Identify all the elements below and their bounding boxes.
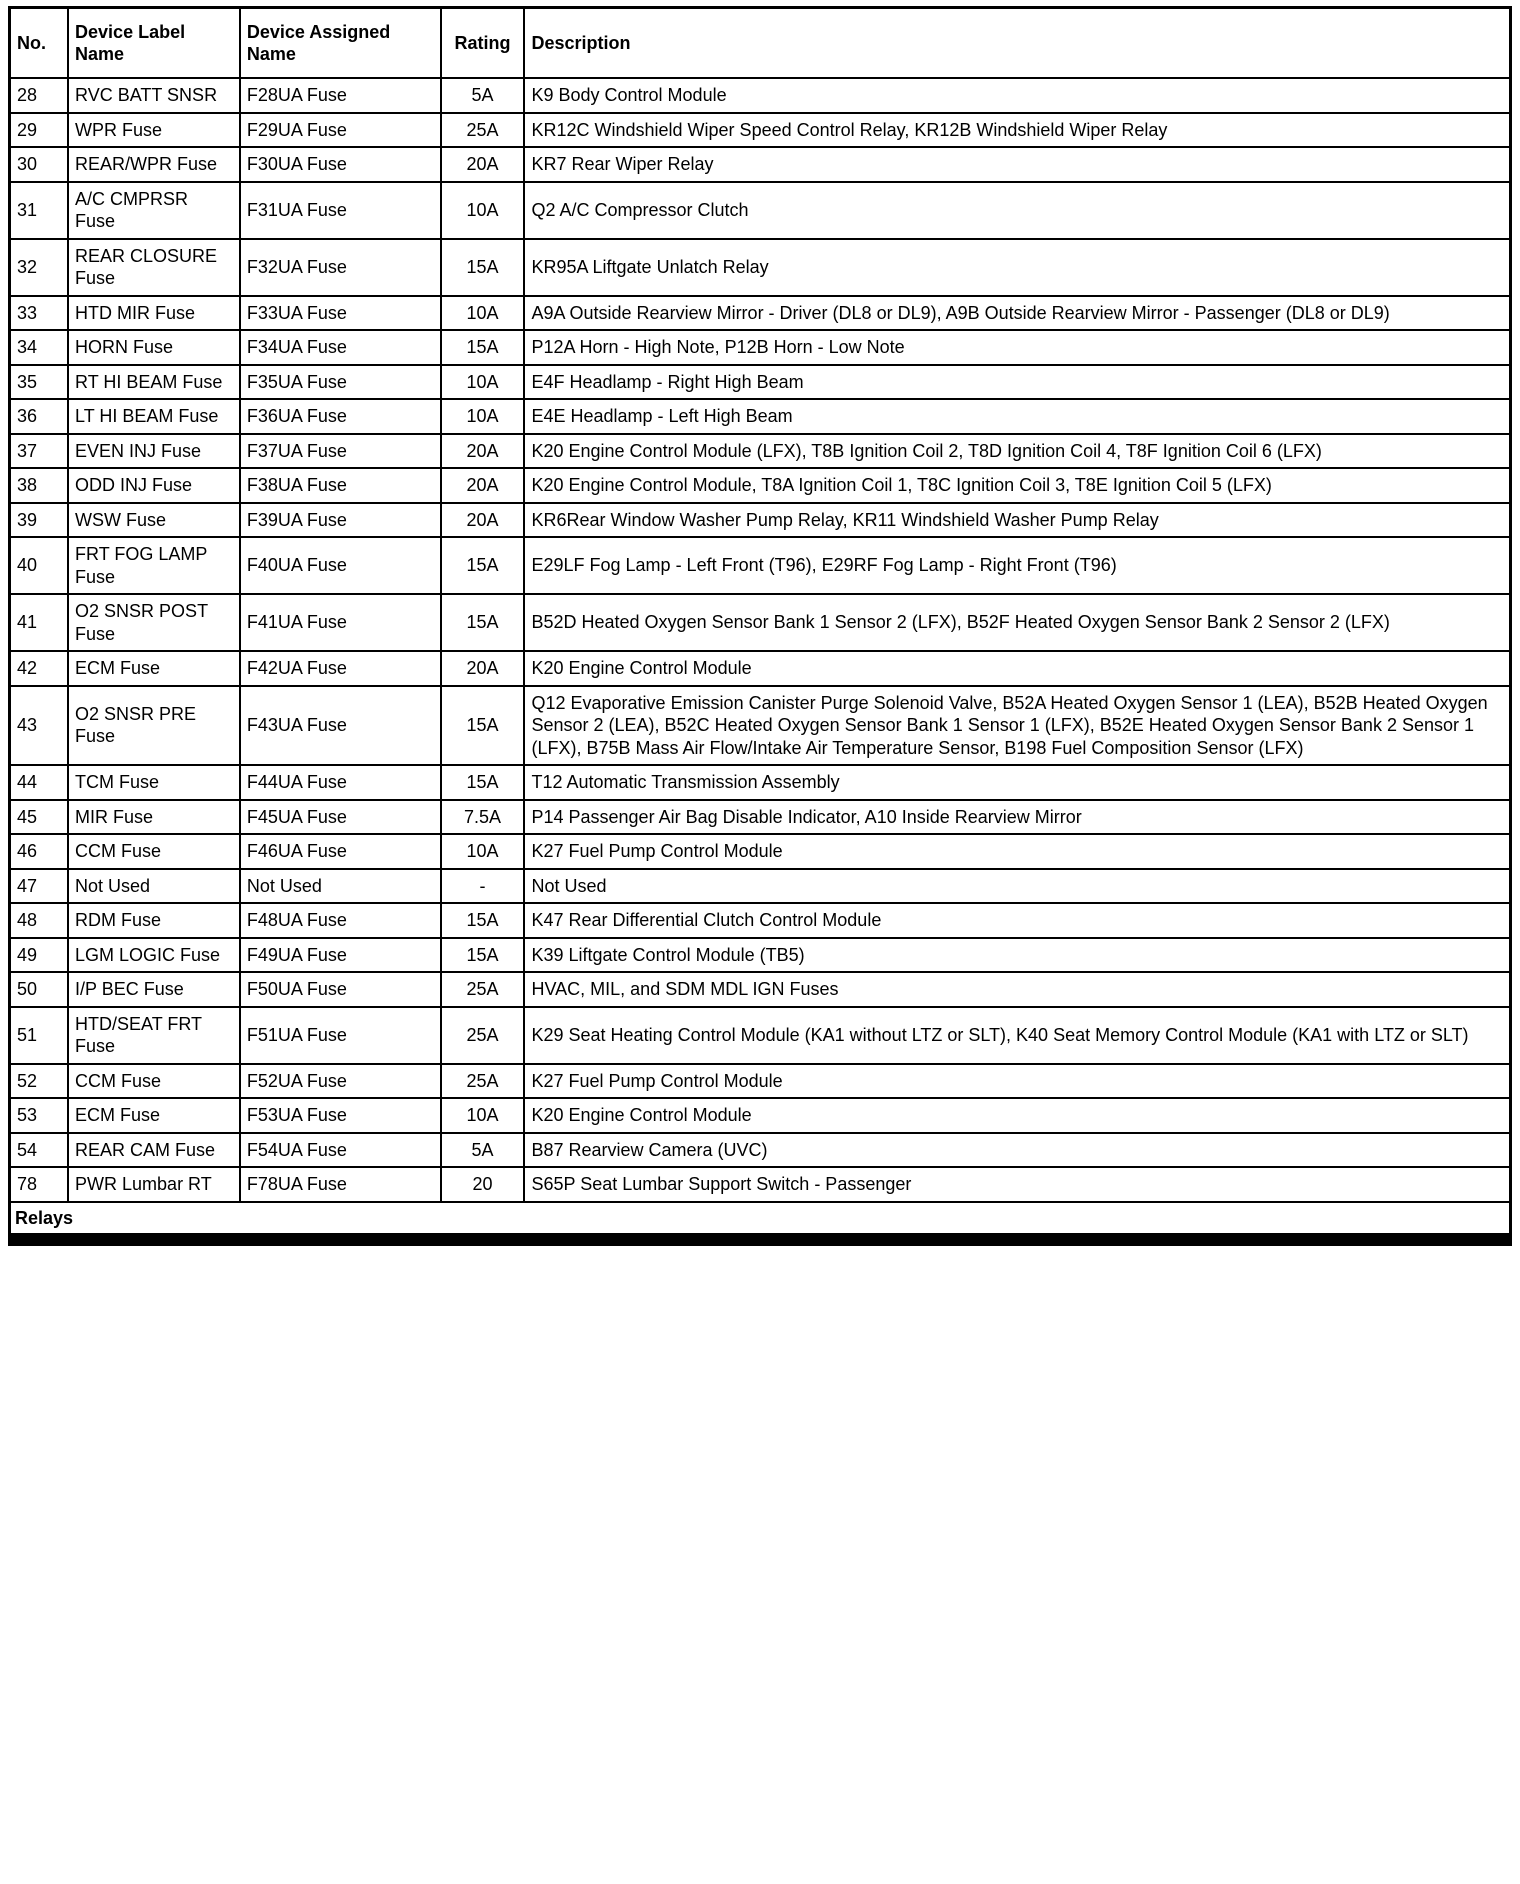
cell-description: E29LF Fog Lamp - Left Front (T96), E29RF Fog Lamp - Right Front (T96) — [524, 537, 1510, 594]
cell-assigned: Not Used — [240, 869, 441, 904]
column-header-no: No. — [10, 8, 69, 79]
cell-description: E4F Headlamp - Right High Beam — [524, 365, 1510, 400]
table-row — [10, 1007, 1511, 1064]
table-row — [10, 330, 1511, 365]
cell-label: FRT FOG LAMP Fuse — [68, 537, 240, 594]
cell-description: KR6Rear Window Washer Pump Relay, KR11 Windshield Washer Pump Relay — [524, 503, 1510, 538]
table-row — [10, 972, 1511, 1007]
cell-assigned: F45UA Fuse — [240, 800, 441, 835]
cell-rating: 20A — [441, 503, 525, 538]
cell-description: E4E Headlamp - Left High Beam — [524, 399, 1510, 434]
cell-no: 37 — [10, 434, 69, 469]
cell-assigned: F40UA Fuse — [240, 537, 441, 594]
table-row — [10, 365, 1511, 400]
table-row — [10, 765, 1511, 800]
relays-section-row — [10, 1202, 1511, 1235]
cell-label: HTD/SEAT FRT Fuse — [68, 1007, 240, 1064]
cell-label: REAR/WPR Fuse — [68, 147, 240, 182]
cell-description: Q12 Evaporative Emission Canister Purge Solenoid Valve, B52A Heated Oxygen Sensor 1 (LEA), B52B Heated Oxygen Sensor 2 (LEA), B52C Heated Oxygen Sensor Bank 1 Sensor 1 (LFX), B52E Heated Oxygen Sensor Bank 2 Sensor 1 (LFX), B75B Mass Air Flow/Intake Air Temperature Sensor, B198 Fuel Composition Sensor (LFX) — [524, 686, 1510, 766]
cell-description: K47 Rear Differential Clutch Control Module — [524, 903, 1510, 938]
table-row — [10, 399, 1511, 434]
cell-description: K20 Engine Control Module — [524, 651, 1510, 686]
cell-label: O2 SNSR PRE Fuse — [68, 686, 240, 766]
cell-assigned: F54UA Fuse — [240, 1133, 441, 1168]
cell-description: K20 Engine Control Module (LFX), T8B Ignition Coil 2, T8D Ignition Coil 4, T8F Ignition Coil 6 (LFX) — [524, 434, 1510, 469]
cell-no: 44 — [10, 765, 69, 800]
cell-rating: - — [441, 869, 525, 904]
cell-no: 52 — [10, 1064, 69, 1099]
cell-no: 48 — [10, 903, 69, 938]
cell-assigned: F44UA Fuse — [240, 765, 441, 800]
cell-rating: 15A — [441, 537, 525, 594]
relays-section-label: Relays — [10, 1202, 1511, 1235]
cell-no: 28 — [10, 78, 69, 113]
cell-label: HTD MIR Fuse — [68, 296, 240, 331]
cell-label: RVC BATT SNSR — [68, 78, 240, 113]
table-row — [10, 903, 1511, 938]
cell-no: 31 — [10, 182, 69, 239]
cell-label: REAR CLOSURE Fuse — [68, 239, 240, 296]
cell-rating: 15A — [441, 239, 525, 296]
cell-label: ECM Fuse — [68, 651, 240, 686]
cell-description: HVAC, MIL, and SDM MDL IGN Fuses — [524, 972, 1510, 1007]
cell-label: TCM Fuse — [68, 765, 240, 800]
table-row — [10, 869, 1511, 904]
cell-no: 32 — [10, 239, 69, 296]
cell-no: 46 — [10, 834, 69, 869]
cell-rating: 10A — [441, 834, 525, 869]
cell-rating: 15A — [441, 686, 525, 766]
cell-description: T12 Automatic Transmission Assembly — [524, 765, 1510, 800]
cell-label: MIR Fuse — [68, 800, 240, 835]
cell-assigned: F48UA Fuse — [240, 903, 441, 938]
table-row — [10, 651, 1511, 686]
cell-label: HORN Fuse — [68, 330, 240, 365]
cell-no: 43 — [10, 686, 69, 766]
table-row — [10, 1133, 1511, 1168]
cell-assigned: F52UA Fuse — [240, 1064, 441, 1099]
table-row — [10, 182, 1511, 239]
cell-rating: 20A — [441, 434, 525, 469]
cell-no: 33 — [10, 296, 69, 331]
cell-rating: 10A — [441, 365, 525, 400]
table-row — [10, 686, 1511, 766]
cell-rating: 20A — [441, 147, 525, 182]
cell-no: 49 — [10, 938, 69, 973]
cell-description: S65P Seat Lumbar Support Switch - Passenger — [524, 1167, 1510, 1202]
cell-description: K20 Engine Control Module — [524, 1098, 1510, 1133]
cell-label: CCM Fuse — [68, 834, 240, 869]
cell-assigned: F49UA Fuse — [240, 938, 441, 973]
cell-no: 78 — [10, 1167, 69, 1202]
cell-description: K20 Engine Control Module, T8A Ignition Coil 1, T8C Ignition Coil 3, T8E Ignition Coil 5 (LFX) — [524, 468, 1510, 503]
cell-assigned: F33UA Fuse — [240, 296, 441, 331]
table-row — [10, 1098, 1511, 1133]
cell-description: KR12C Windshield Wiper Speed Control Relay, KR12B Windshield Wiper Relay — [524, 113, 1510, 148]
cell-rating: 20 — [441, 1167, 525, 1202]
cell-description: A9A Outside Rearview Mirror - Driver (DL8 or DL9), A9B Outside Rearview Mirror - Passenger (DL8 or DL9) — [524, 296, 1510, 331]
cell-assigned: F31UA Fuse — [240, 182, 441, 239]
header-row — [10, 8, 1511, 79]
cell-assigned: F41UA Fuse — [240, 594, 441, 651]
cell-label: ODD INJ Fuse — [68, 468, 240, 503]
cell-label: RDM Fuse — [68, 903, 240, 938]
table-row — [10, 296, 1511, 331]
cell-rating: 15A — [441, 903, 525, 938]
fuse-table — [8, 6, 1512, 1236]
cell-no: 54 — [10, 1133, 69, 1168]
cell-description: P14 Passenger Air Bag Disable Indicator, A10 Inside Rearview Mirror — [524, 800, 1510, 835]
cell-no: 36 — [10, 399, 69, 434]
cell-rating: 20A — [441, 651, 525, 686]
cell-assigned: F28UA Fuse — [240, 78, 441, 113]
cell-assigned: F53UA Fuse — [240, 1098, 441, 1133]
cell-label: O2 SNSR POST Fuse — [68, 594, 240, 651]
table-header — [10, 8, 1511, 79]
cell-assigned: F51UA Fuse — [240, 1007, 441, 1064]
cell-rating: 15A — [441, 594, 525, 651]
cell-assigned: F34UA Fuse — [240, 330, 441, 365]
cell-rating: 10A — [441, 182, 525, 239]
cell-label: CCM Fuse — [68, 1064, 240, 1099]
cell-no: 50 — [10, 972, 69, 1007]
cell-no: 51 — [10, 1007, 69, 1064]
cell-rating: 25A — [441, 1064, 525, 1099]
cell-no: 40 — [10, 537, 69, 594]
cell-assigned: F37UA Fuse — [240, 434, 441, 469]
cell-label: WPR Fuse — [68, 113, 240, 148]
table-row — [10, 147, 1511, 182]
cell-rating: 5A — [441, 1133, 525, 1168]
cell-label: REAR CAM Fuse — [68, 1133, 240, 1168]
cell-description: K27 Fuel Pump Control Module — [524, 1064, 1510, 1099]
cell-assigned: F32UA Fuse — [240, 239, 441, 296]
table-row — [10, 800, 1511, 835]
cell-description: KR95A Liftgate Unlatch Relay — [524, 239, 1510, 296]
cell-label: LGM LOGIC Fuse — [68, 938, 240, 973]
table-row — [10, 434, 1511, 469]
cell-description: K29 Seat Heating Control Module (KA1 without LTZ or SLT), K40 Seat Memory Control Module (KA1 with LTZ or SLT) — [524, 1007, 1510, 1064]
cell-assigned: F50UA Fuse — [240, 972, 441, 1007]
cell-no: 47 — [10, 869, 69, 904]
cell-label: PWR Lumbar RT — [68, 1167, 240, 1202]
cell-rating: 5A — [441, 78, 525, 113]
table-row — [10, 834, 1511, 869]
cell-no: 39 — [10, 503, 69, 538]
cell-no: 38 — [10, 468, 69, 503]
cell-description: K39 Liftgate Control Module (TB5) — [524, 938, 1510, 973]
cell-assigned: F38UA Fuse — [240, 468, 441, 503]
cell-label: I/P BEC Fuse — [68, 972, 240, 1007]
cell-no: 29 — [10, 113, 69, 148]
cell-description: KR7 Rear Wiper Relay — [524, 147, 1510, 182]
cell-description: B52D Heated Oxygen Sensor Bank 1 Sensor 2 (LFX), B52F Heated Oxygen Sensor Bank 2 Sensor 2 (LFX) — [524, 594, 1510, 651]
table-row — [10, 503, 1511, 538]
table-footer — [10, 1202, 1511, 1235]
cell-no: 45 — [10, 800, 69, 835]
cell-assigned: F39UA Fuse — [240, 503, 441, 538]
cell-rating: 10A — [441, 296, 525, 331]
cell-description: B87 Rearview Camera (UVC) — [524, 1133, 1510, 1168]
cell-label: LT HI BEAM Fuse — [68, 399, 240, 434]
cell-rating: 20A — [441, 468, 525, 503]
cell-description: K27 Fuel Pump Control Module — [524, 834, 1510, 869]
column-header-rating: Rating — [441, 8, 525, 79]
cell-rating: 10A — [441, 399, 525, 434]
cell-rating: 25A — [441, 972, 525, 1007]
cell-label: ECM Fuse — [68, 1098, 240, 1133]
table-row — [10, 938, 1511, 973]
cell-rating: 7.5A — [441, 800, 525, 835]
cell-assigned: F42UA Fuse — [240, 651, 441, 686]
cell-assigned: F35UA Fuse — [240, 365, 441, 400]
cell-assigned: F30UA Fuse — [240, 147, 441, 182]
table-row — [10, 239, 1511, 296]
cell-no: 42 — [10, 651, 69, 686]
cell-rating: 25A — [441, 1007, 525, 1064]
cell-rating: 10A — [441, 1098, 525, 1133]
table-row — [10, 594, 1511, 651]
cell-label: WSW Fuse — [68, 503, 240, 538]
column-header-device-assigned-name: Device Assigned Name — [240, 8, 441, 79]
table-row — [10, 113, 1511, 148]
cell-assigned: F43UA Fuse — [240, 686, 441, 766]
cell-assigned: F29UA Fuse — [240, 113, 441, 148]
cell-label: EVEN INJ Fuse — [68, 434, 240, 469]
cell-no: 35 — [10, 365, 69, 400]
cell-label: RT HI BEAM Fuse — [68, 365, 240, 400]
cell-no: 30 — [10, 147, 69, 182]
cell-description: K9 Body Control Module — [524, 78, 1510, 113]
cell-assigned: F46UA Fuse — [240, 834, 441, 869]
cell-label: A/C CMPRSR Fuse — [68, 182, 240, 239]
cell-description: Q2 A/C Compressor Clutch — [524, 182, 1510, 239]
cell-rating: 15A — [441, 330, 525, 365]
cell-rating: 25A — [441, 113, 525, 148]
cell-no: 34 — [10, 330, 69, 365]
cell-assigned: F78UA Fuse — [240, 1167, 441, 1202]
cell-rating: 15A — [441, 765, 525, 800]
cell-no: 53 — [10, 1098, 69, 1133]
cell-assigned: F36UA Fuse — [240, 399, 441, 434]
cell-description: Not Used — [524, 869, 1510, 904]
column-header-description: Description — [524, 8, 1510, 79]
cell-rating: 15A — [441, 938, 525, 973]
table-row — [10, 78, 1511, 113]
cell-label: Not Used — [68, 869, 240, 904]
table-row — [10, 537, 1511, 594]
cut-off-next-row-bar — [8, 1236, 1512, 1246]
table-row — [10, 468, 1511, 503]
cell-description: P12A Horn - High Note, P12B Horn - Low Note — [524, 330, 1510, 365]
column-header-device-label-name: Device Label Name — [68, 8, 240, 79]
table-row — [10, 1167, 1511, 1202]
table-row — [10, 1064, 1511, 1099]
table-body — [10, 78, 1511, 1202]
cell-no: 41 — [10, 594, 69, 651]
